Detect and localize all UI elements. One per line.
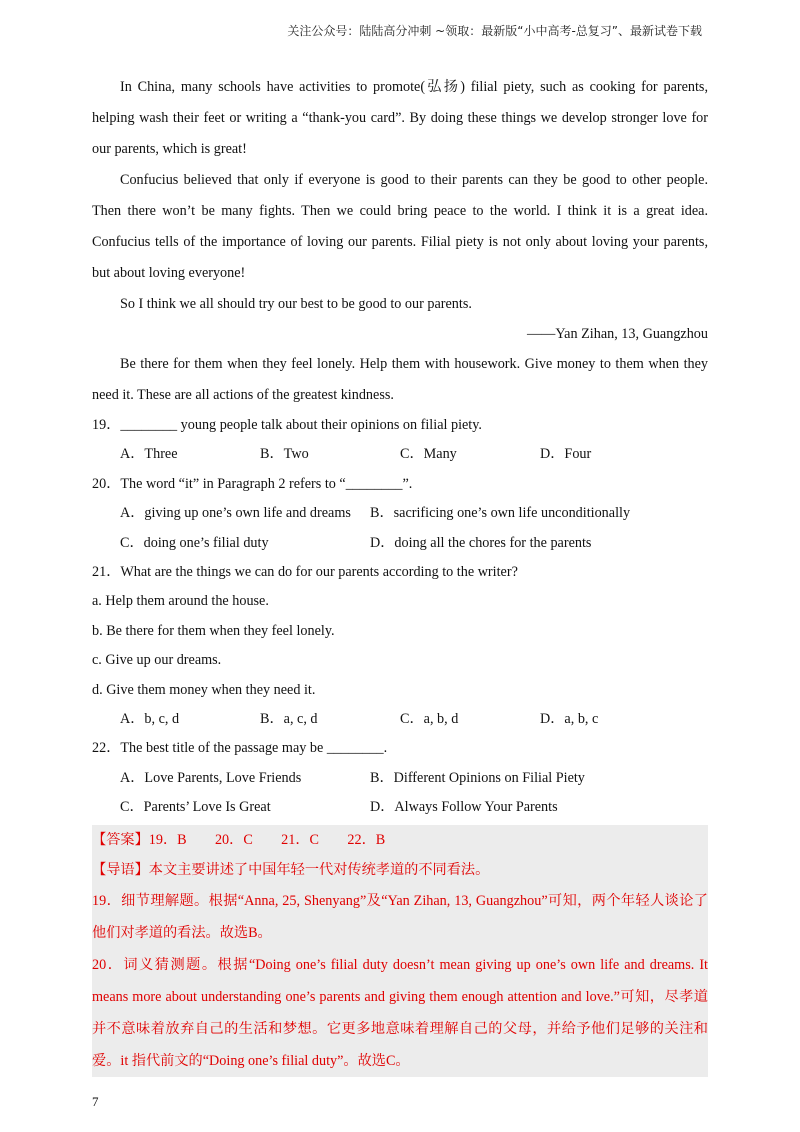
option-d: D．a, b, c	[540, 711, 599, 728]
explanation-19: 19．细节理解题。根据“Anna, 25, Shenyang”及“Yan Zihan, 13, Guangzhou”可知，两个年轻人谈论了他们对孝道的看法。故选B。	[92, 892, 708, 941]
list-item: c. Give up our dreams.	[92, 652, 222, 669]
option-c: C．Many	[400, 446, 457, 463]
list-item: b. Be there for them when they feel lonely.	[92, 622, 335, 639]
question-19-options	[92, 440, 708, 469]
question-20-options-row2	[92, 529, 708, 558]
question-22: 22．The best title of the passage may be ________.	[92, 740, 388, 757]
option-a: A．b, c, d	[120, 711, 180, 728]
option-a: A．Three	[120, 446, 178, 463]
list-item: d. Give them money when they need it.	[92, 681, 316, 698]
question-20: 20．The word “it” in Paragraph 2 refers to “________”.	[92, 475, 413, 492]
paragraph-closing: Be there for them when they feel lonely. Help them with housework. Give money to them when they need it. These are all actions of the greatest kindness.	[92, 356, 708, 403]
option-a: A．Love Parents, Love Friends	[120, 769, 302, 786]
list-item: a. Help them around the house.	[92, 593, 269, 610]
option-d: D．doing all the chores for the parents	[370, 534, 592, 551]
page-content	[92, 72, 708, 1077]
option-b: B．sacrificing one’s own life unconditionally	[370, 505, 631, 522]
answer-section	[92, 825, 708, 1077]
paragraph-2: Confucius believed that only if everyone is good to their parents can they be good to other people. Then there won’t be many fights. Then we could bring peace to the world. I think it is a great idea. Confucius tells of the importance of loving our parents. Filial piety is not only about loving your parents, but about loving everyone!	[92, 172, 708, 281]
explanation-20: 20．词义猜测题。根据“Doing one’s filial duty doesn’t mean giving up one’s own life and dreams. It means more about understanding one’s parents and giving them enough attention and love.”可知，尽孝道并不意味着放弃自己的生活和梦想。它更多地意味着理解自己的父母，并给予他们足够的关注和爱。it 指代前文的“Doing one’s filial duty”。故选C。	[92, 956, 708, 1069]
option-c: C．a, b, d	[400, 711, 459, 728]
question-22-options-row1	[92, 764, 708, 793]
page-header: 关注公众号：陆陆高分冲刺 ~领取：最新版“小中高考-总复习”、最新试卷下载	[287, 24, 702, 38]
signature: ——Yan Zihan, 13, Guangzhou	[526, 326, 708, 342]
option-d: D．Four	[540, 446, 592, 463]
paragraph-3: So I think we all should try our best to be good to our parents.	[120, 296, 472, 312]
answer-key: 【答案】19．B 20．C 21．C 22．B	[92, 831, 386, 848]
question-21-options	[92, 705, 708, 734]
option-b: B．Different Opinions on Filial Piety	[370, 769, 585, 786]
page-number: 7	[92, 1094, 99, 1109]
answer-guide: 【导语】本文主要讲述了中国年轻一代对传统孝道的不同看法。	[92, 861, 490, 878]
paragraph-1: In China, many schools have activities to promote(弘扬) filial piety, such as cooking for parents, helping wash their feet or writing a “thank-you card”. By doing these things we develop stronger love for our parents, which is great!	[92, 79, 708, 157]
option-b: B．a, c, d	[260, 711, 318, 728]
option-a: A．giving up one’s own life and dreams	[120, 505, 351, 522]
option-c: C．Parents’ Love Is Great	[120, 799, 271, 816]
question-20-options-row1	[92, 499, 708, 528]
option-c: C．doing one’s filial duty	[120, 534, 269, 551]
option-d: D．Always Follow Your Parents	[370, 799, 558, 816]
question-22-options-row2	[92, 793, 708, 822]
option-b: B．Two	[260, 446, 309, 463]
question-19: 19．________ young people talk about their opinions on filial piety.	[92, 417, 482, 433]
question-21: 21．What are the things we can do for our parents according to the writer?	[92, 564, 518, 581]
